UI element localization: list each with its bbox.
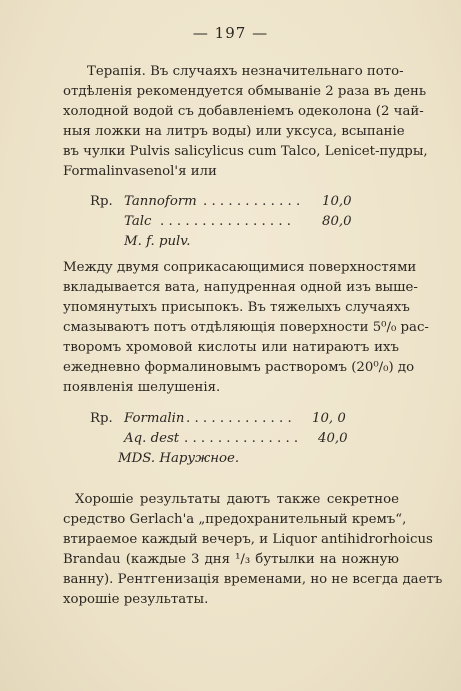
recipe-1-dots-1: . . . . . . . . . . . . (203, 194, 301, 209)
recipe-2-dots-1: . . . . . . . . . . . . . (186, 411, 292, 426)
paragraph-2-line-7: появленія шелушенія. (63, 380, 221, 395)
recipe-1-rp: Rp. (90, 194, 113, 209)
paragraph-1-line-6: Formalinvasenol'я или (63, 164, 217, 179)
recipe-2-drug-2: Aq. dest (124, 431, 180, 446)
recipe-1-amount-2: 80,0 (322, 214, 352, 229)
recipe-2-amount-1: 10, 0 (312, 411, 346, 426)
paragraph-1-line-4: ныя ложки на литръ воды) или уксуса, всыпаніе (63, 124, 405, 139)
recipe-2-amount-2: 40,0 (318, 431, 348, 446)
paragraph-3-line-3: втираемое каждый вечеръ, и Liquor antihidrorhoicus (63, 532, 433, 547)
page-number: — 197 — (192, 24, 269, 42)
recipe-2-signa: MDS. Наружное. (118, 451, 240, 466)
paragraph-1-line-2: отдѣленія рекомендуется обмываніе 2 раза въ день (63, 84, 427, 99)
paragraph-3-line-6: хорошіе результаты. (63, 592, 209, 607)
recipe-1-drug-1: Tannoform (124, 194, 197, 209)
paragraph-1-line-3: холодной водой съ добавленіемъ одеколона (2 чай- (63, 104, 424, 119)
paragraph-2-line-3: упомянутыхъ присыпокъ. Въ тяжелыхъ случаяхъ (63, 300, 410, 315)
paragraph-2-line-5: творомъ хромовой кислоты или натираютъ ихъ (63, 340, 399, 355)
paragraph-2-line-1: Между двумя соприкасающимися поверхностями (63, 260, 417, 275)
paragraph-2-line-4: смазываютъ потъ отдѣляющія поверхности 5⁰/₀ рас- (63, 320, 429, 335)
paragraph-1-line-1: Терапія. Въ случаяхъ незначительнаго пото- (87, 64, 404, 79)
recipe-1 (0, 192, 461, 252)
recipe-2 (0, 409, 461, 469)
recipe-1-dots-2: . . . . . . . . . . . . . . . . (160, 214, 292, 229)
paragraph-3-line-4: Brandau (каждые 3 дня ¹/₃ бутылки на ножную (63, 552, 399, 567)
paragraph-3-line-5: ванну). Рентгенизація временами, но не всегда даетъ (63, 572, 443, 587)
paragraph-2-line-6: ежедневно формалиновымъ растворомъ (20⁰/₀) до (63, 360, 415, 375)
recipe-2-drug-1: Formalin (124, 411, 185, 426)
paragraph-1-line-5: въ чулки Pulvis salicylicus cum Talco, Lenicet-пудры, (63, 144, 428, 159)
recipe-2-rp: Rp. (90, 411, 113, 426)
recipe-1-amount-1: 10,0 (322, 194, 352, 209)
recipe-2-dots-2: . . . . . . . . . . . . . . (184, 431, 299, 446)
paragraph-3-line-2: средство Gerlach'a „предохранительный кремъ“, (63, 512, 407, 527)
paragraph-3-line-1: Хорошіе результаты даютъ также секретное (75, 492, 399, 507)
recipe-1-drug-2: Talc (124, 214, 152, 229)
paragraph-2-line-2: вкладывается вата, напудренная одной изъ выше- (63, 280, 418, 295)
recipe-1-signa: M. f. pulv. (124, 234, 191, 249)
